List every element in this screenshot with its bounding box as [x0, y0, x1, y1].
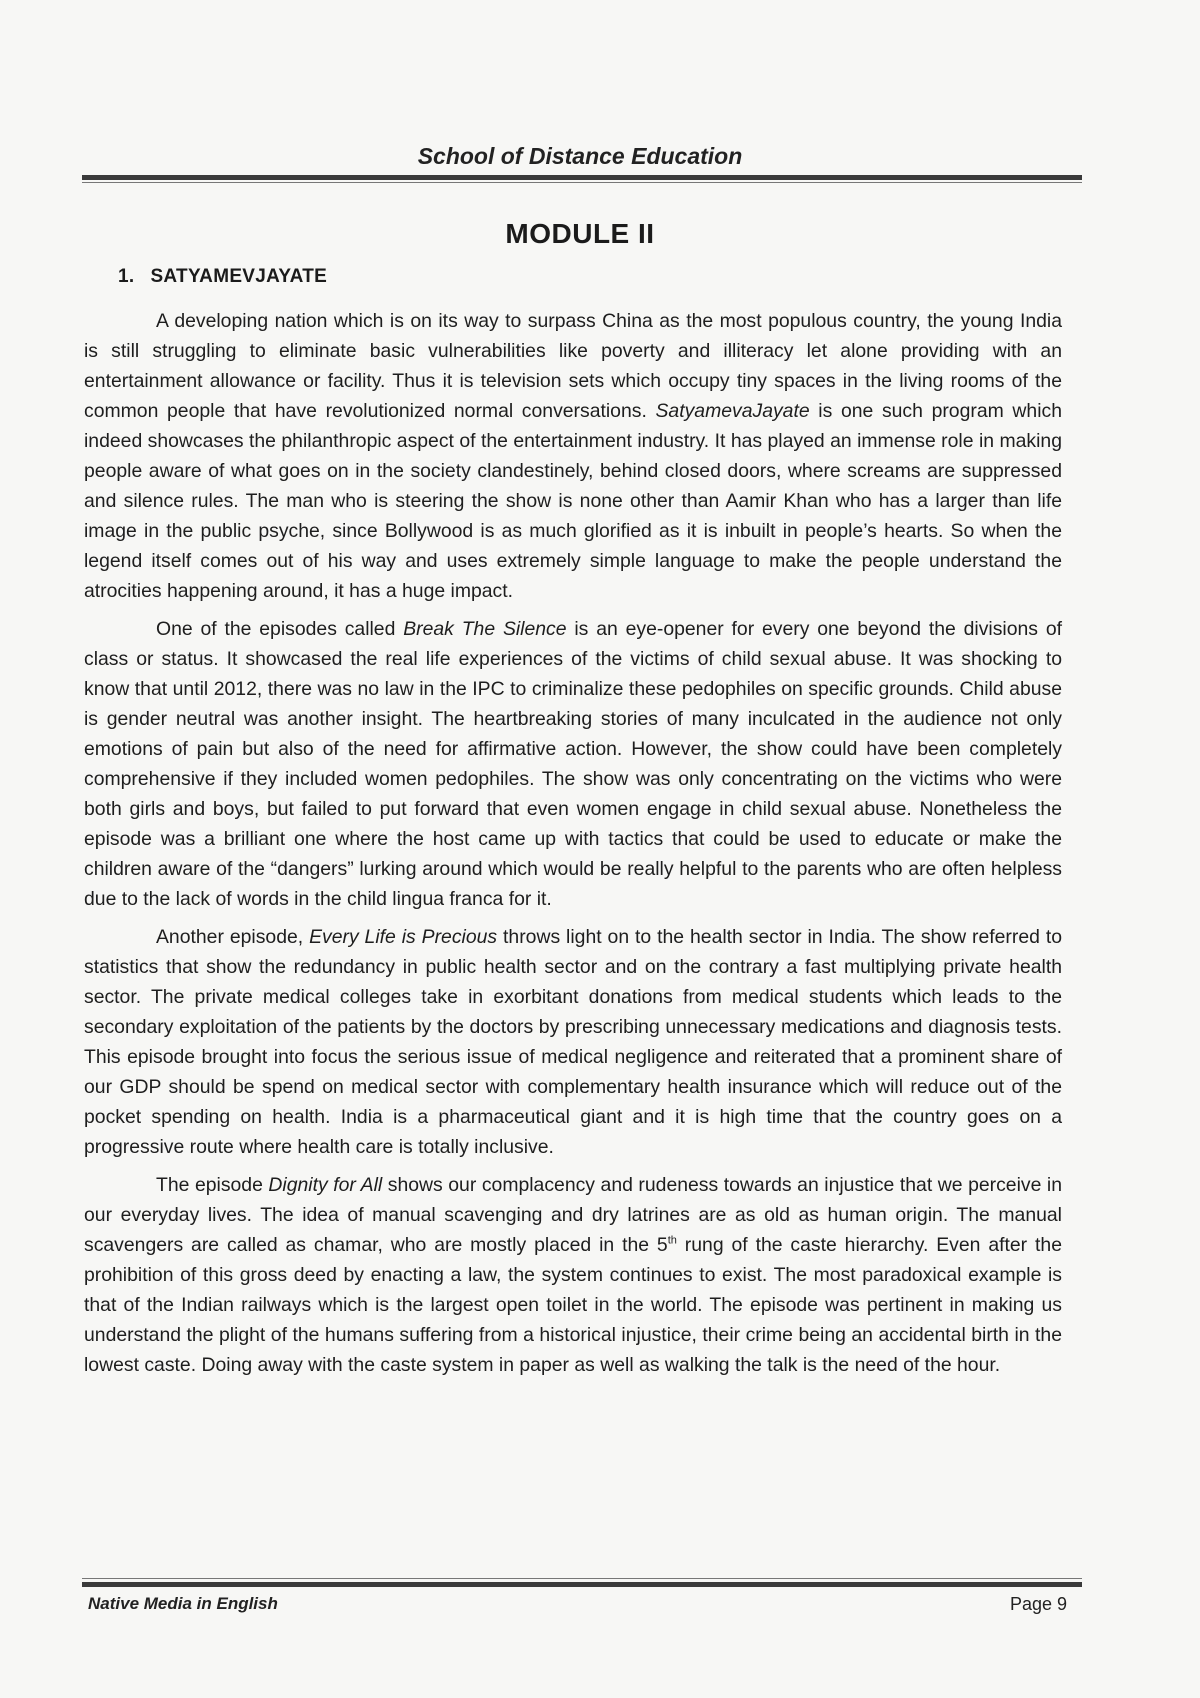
text-run: is an eye-opener for every one beyond the divisions of class or status. It showcased the real life experiences of the victims of child sexual abuse. It was shocking to know that until 2012, there was no law in the IPC to criminalize these pedophiles on specific grounds. Child abuse is gender neutral was another insight. The heartbreaking stories of many inculcated in the audience not only emotions of pain but also of the need for affirmative action. However, the show could have been completely comprehensive if they included women pedophiles. The show was only concentrating on the victims who were both girls and boys, but failed to put forward that even women engage in child sexual abuse. Nonetheless the episode was a brilliant one where the host came up with tactics that could be used to educate or make the children aware of the “dangers” lurking around which would be really helpful to the parents who are often helpless due to the lack of words in the child lingua franca for it. [84, 618, 1063, 910]
section-title: SATYAMEVJAYATE [150, 266, 328, 287]
running-header: School of Distance Education [417, 143, 743, 169]
text-run: shows our complacency and rudeness towards an injustice that we perceive in our everyday lives. The idea of manual scavenging and dry latrines are as old as human origin. The manual scavengers are called as chamar, who are mostly placed in the 5 [84, 1174, 1062, 1256]
module-heading: MODULE II [505, 218, 655, 249]
episode-title: Break The Silence [403, 618, 567, 640]
text-run: One of the episodes called [156, 618, 404, 640]
episode-title: Every Life is Precious [309, 926, 498, 948]
section-number: 1. [118, 266, 135, 287]
text-run: Another episode, [156, 926, 310, 948]
section-heading [118, 266, 327, 288]
footer-rule-thin [82, 1578, 1082, 1579]
text-run: rung of the caste hierarchy. Even after the prohibition of this gross deed by enacting a law, the system continues to exist. The most paradoxical example is that of the Indian railways which is the largest open toilet in the world. The episode was pertinent in making us understand the plight of the humans suffering from a historical injustice, their crime being an accidental birth in the lowest caste. Doing away with the caste system in paper as well as walking the talk is the need of the hour. [84, 1234, 1062, 1376]
text-run: throws light on to the health sector in India. The show referred to statistics that show the redundancy in public health sector and on the contrary a fast multiplying private health sector. The private medical colleges take in exorbitant donations from medical students which leads to the secondary exploitation of the patients by the doctors by prescribing unnecessary medications and diagnosis tests. This episode brought into focus the serious issue of medical negligence and reiterated that a prominent share of our GDP should be spend on medical sector with complementary health insurance which will reduce out of the pocket spending on health. India is a pharmaceutical giant and it is high time that the country goes on a progressive route where health care is totally inclusive. [84, 926, 1062, 1158]
episode-title: SatyamevaJayate [655, 400, 810, 422]
paragraph [84, 614, 1062, 914]
running-footer: Native Media in English [88, 1594, 278, 1613]
paragraph [84, 1170, 1062, 1380]
ordinal-suffix: th [667, 1234, 677, 1247]
text-run: is one such program which indeed showcases the philanthropic aspect of the entertainment industry. It has played an immense role in making people aware of what goes on in the society clandestinely, behind closed doors, where screams are suppressed and silence rules. The man who is steering the show is none other than Aamir Khan who has a larger than life image in the public psyche, since Bollywood is as much glorified as it is inbuilt in people’s hearts. So when the legend itself comes out of his way and uses extremely simple language to make the people understand the atrocities happening around, it has a huge impact. [84, 400, 1062, 602]
text-run: The episode [156, 1174, 269, 1196]
paragraph [84, 306, 1062, 606]
header-rule-thin [82, 182, 1082, 183]
text-run: A developing nation which is on its way to surpass China as the most populous country, the young India is still struggling to eliminate basic vulnerabilities like poverty and illiteracy let alone providing with an entertainment allowance or facility. Thus it is television sets which occupy tiny spaces in the living rooms of the common people that have revolutionized normal conversations. [84, 310, 1062, 422]
paragraph [84, 922, 1062, 1162]
body-text [84, 306, 1062, 1388]
episode-title: Dignity for All [268, 1174, 383, 1196]
page-number: Page 9 [1010, 1594, 1068, 1614]
header-rule [82, 175, 1082, 180]
footer-rule [82, 1582, 1082, 1587]
